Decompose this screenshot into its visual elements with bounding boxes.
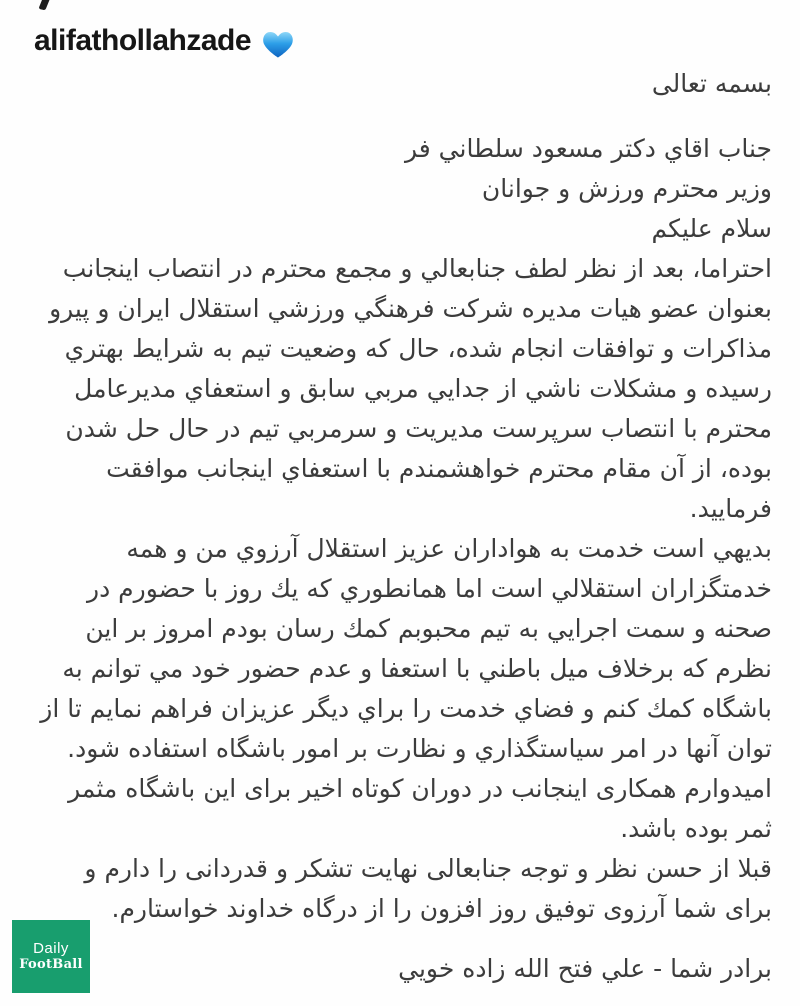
letter-line-bismillah: بسمه تعالی xyxy=(651,69,772,98)
letter-line: فرماييد. xyxy=(689,494,772,523)
post-header xyxy=(0,0,800,62)
letter-line: باشگاه كمك كنم و فضاي خدمت را براي ديگر عزيزان فراهم نمايم تا از xyxy=(40,694,772,723)
daily-football-watermark xyxy=(12,920,90,993)
watermark-daily-label: Daily xyxy=(33,940,69,958)
letter-line-minister-title: وزير محترم ورزش و جوانان xyxy=(481,174,772,203)
blue-heart-icon xyxy=(261,28,295,59)
letter-line: رسيده و مشكلات ناشي از جدايي مربي سابق و استعفاي مديرعامل xyxy=(74,374,772,403)
letter-line: بعنوان عضو هيات مديره شركت فرهنگي ورزشي استقلال ايران و پيرو xyxy=(49,294,772,323)
letter-line: محترم با انتصاب سرپرست مديريت و سرمربي تيم در حال حل شدن xyxy=(65,414,772,443)
letter-line: صحنه و سمت اجرايي به تيم محبوبم كمك رسان بودم امروز بر اين xyxy=(85,614,772,643)
letter-line: خدمتگزاران استقلالي است اما همانطوري كه يك روز با حضورم در xyxy=(87,574,772,603)
letter-line: قبلا از حسن نظر و توجه جنابعالی نهايت تشكر و قدردانی را دارم و xyxy=(84,854,772,883)
letter-line-salutation: سلام عليكم xyxy=(651,214,772,243)
letter-line: مذاكرات و توافقات انجام شده، حال كه وضعيت تيم به شرايط بهتري xyxy=(64,334,772,363)
resignation-letter xyxy=(0,64,800,989)
letter-line: بوده، از آن مقام محترم خواهشمندم با استعفاي اينجانب موافقت xyxy=(106,454,772,483)
letter-line: برای شما آرزوی توفيق روز افزون را از درگاه خداوند خواستارم. xyxy=(111,894,772,923)
letter-line: اميدوارم همكاری اينجانب در دوران كوتاه اخير برای اين باشگاه مثمر xyxy=(68,774,772,803)
letter-line: ثمر بوده باشد. xyxy=(620,814,772,843)
letter-line-addressee: جناب اقاي دكتر مسعود سلطاني فر xyxy=(404,134,772,163)
letter-line: بديهي است خدمت به هواداران عزيز استقلال آرزوي من و همه xyxy=(126,534,772,563)
letter-line: توان آنها در امر سياستگذاري و نظارت بر امور باشگاه استفاده شود. xyxy=(67,734,772,763)
username-link[interactable]: alifathollahzade xyxy=(34,24,252,57)
watermark-football-label: FootBall xyxy=(19,956,83,972)
letter-line: احتراما، بعد از نظر لطف جنابعالي و مجمع محترم در انتصاب اينجانب xyxy=(62,254,772,283)
letter-line: نظرم كه برخلاف ميل باطني با استعفا و عدم حضور خود مي توانم به xyxy=(62,654,772,683)
letter-signature: برادر شما - علي فتح الله زاده خويي xyxy=(398,954,772,983)
